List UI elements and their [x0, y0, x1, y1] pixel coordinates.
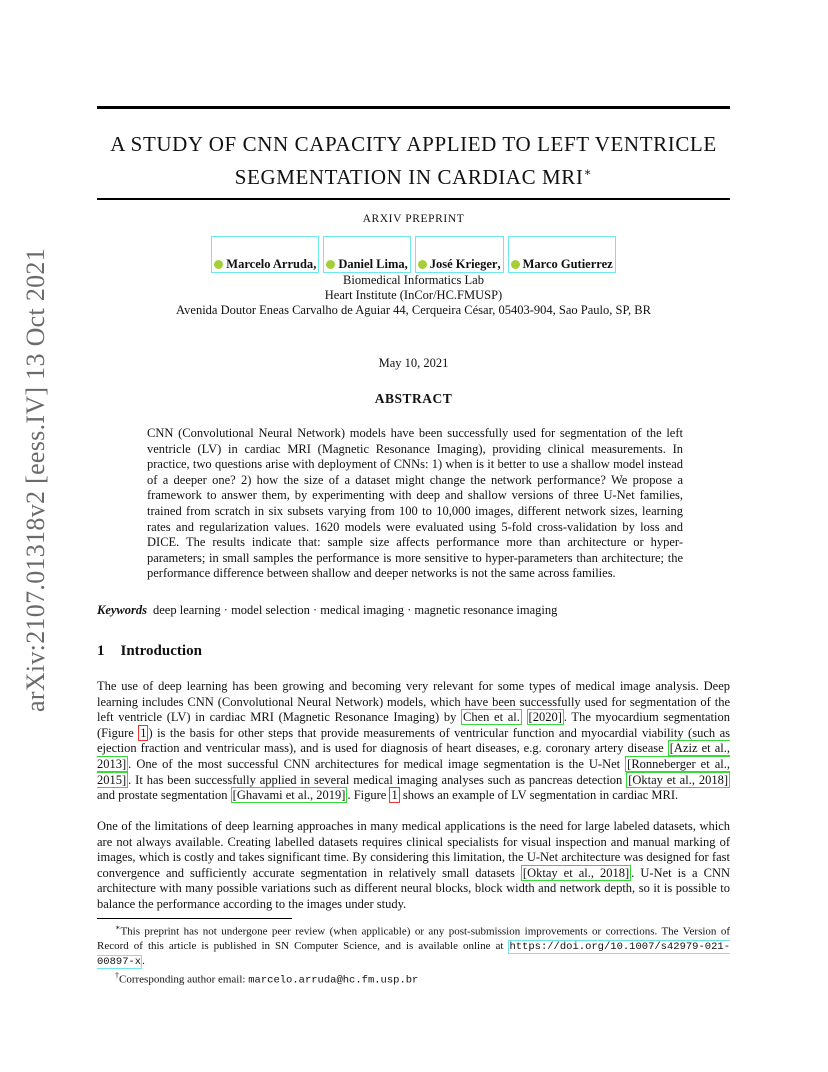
- keywords: [97, 603, 730, 618]
- author-link[interactable]: Marcelo Arruda ,: [211, 236, 319, 273]
- title-line-2: SEGMENTATION IN CARDIAC MRI∗: [234, 165, 593, 189]
- section-heading: [97, 643, 202, 660]
- author-link[interactable]: Marco Gutierrez: [508, 236, 616, 273]
- publication-date: May 10, 2021: [378, 356, 449, 370]
- author-email: marcelo.arruda@hc.fm.usp.br: [248, 974, 419, 987]
- title-bottom-rule: [97, 198, 730, 200]
- citation-link[interactable]: [Ghavami et al., 2019]: [232, 788, 346, 803]
- keywords-label: Keywords: [97, 603, 147, 617]
- footnote-2: †Corresponding author email: marcelo.arruda@hc.fm.usp.br: [115, 970, 419, 987]
- orcid-icon[interactable]: [326, 260, 335, 269]
- title-line-1: A STUDY OF CNN CAPACITY APPLIED TO LEFT VENTRICLE: [110, 132, 717, 156]
- doi-link[interactable]: https://doi.org/10.1007/s42979-021-00897-x: [97, 940, 730, 968]
- title-footnote-mark[interactable]: ∗: [583, 165, 593, 179]
- section-title: Introduction: [120, 643, 202, 659]
- citation-link[interactable]: [Aziz et al., 2013]: [97, 741, 730, 771]
- affiliation-address: Avenida Doutor Eneas Carvalho de Aguiar 44, Cerqueira César, 05403-904, Sao Paulo, SP, BR: [176, 303, 651, 317]
- orcid-icon[interactable]: [511, 260, 520, 269]
- figure-ref-link[interactable]: 1: [391, 788, 398, 803]
- citation-link[interactable]: [Oktay et al., 2018]: [628, 772, 729, 787]
- preprint-label: ARXIV PREPRINT: [362, 213, 465, 225]
- abstract-heading: ABSTRACT: [374, 391, 453, 406]
- author-block: [97, 236, 730, 318]
- citation-link[interactable]: [Ronneberger et al., 2015]: [97, 756, 730, 787]
- section-number: 1: [97, 643, 105, 659]
- citation-link[interactable]: [Oktay et al., 2018]: [522, 865, 630, 880]
- intro-paragraph-1: The use of deep learning has been growing and becoming very relevant for some types of medical image analysis. Deep learning includes CNN (Convolutional Neural Network) models, which have been successfully used for segmentation of the left ventricle (LV) in cardiac MRI (Magnetic Resonance Imaging) by Chen et al. [2020] . The myocardium segmentation (Figure 1 ) is the basis for other steps that provide measurements of ventricular function and myocardial viability (such as ejection fraction and ventricular mass), and is used for diagnosis of heart diseases, e.g. coronary artery disease [Aziz et al., 2013] . One of the most successful CNN architectures for medical image segmentation is the U-Net [Ronneberger et al., 2015] . It has been successfully applied in several medical imaging analyses such as pancreas detection [Oktay et al., 2018] and prostate segmentation [Ghavami et al., 2019] . Figure 1 shows an example of LV segmentation in cardiac MRI.: [97, 679, 730, 803]
- footnote-rule: [97, 918, 292, 919]
- footnotes: [97, 921, 730, 987]
- affiliation-institute: Heart Institute (InCor/HC.FMUSP): [324, 288, 503, 302]
- orcid-icon[interactable]: [214, 260, 223, 269]
- citation-link[interactable]: [2020]: [528, 710, 562, 725]
- footnote-1: ∗This preprint has not undergone peer review (when applicable) or any post-submission improvements or corrections. The Version of Record of this article is published in SN Computer Science, and is available online at https://doi.org/10.1007/s42979-021-00897-x.: [97, 923, 730, 968]
- author-link[interactable]: José Krieger ,: [415, 236, 504, 273]
- affiliation-lab: Biomedical Informatics Lab: [343, 273, 484, 287]
- citation-link[interactable]: Chen et al.: [463, 710, 520, 725]
- paper-title: [97, 130, 730, 191]
- intro-paragraph-2: One of the limitations of deep learning approaches in many medical applications is the need for large labeled datasets, which are not always available. Creating labelled datasets requires clinical specialists for visual inspection and manual marking of images, which is costly and takes significant time. By considering this limitation, the U-Net architecture was designed for fast convergence and sufficiently accurate segmentation in relatively small datasets [Oktay et al., 2018] . U-Net is a CNN architecture with many possible variations such as different neural blocks, block width and network depth, so it is possible to balance the performance according to the images under study.: [97, 819, 731, 911]
- keywords-text: deep learning · model selection · medical imaging · magnetic resonance imaging: [153, 603, 558, 617]
- arxiv-identifier: arXiv:2107.01318v2 [eess.IV] 13 Oct 2021: [21, 247, 50, 713]
- author-list: [97, 236, 730, 273]
- abstract-text: CNN (Convolutional Neural Network) models have been successfully used for segmentation of the left ventricle (LV) in cardiac MRI (Magnetic Resonance Imaging), providing clinical measurements. In practice, two questions arise with deployment of CNNs: 1) when is it better to use a shallow model instead of a deeper one? 2) how the size of a dataset might change the network performance? We propose a framework to answer them, by experimenting with deep and shallow versions of three U-Net families, trained from scratch in six subsets varying from 100 to 10,000 images, different network sizes, learning rates and regularization values. 1620 models were evaluated using 5-fold cross-validation by loss and DICE. The results indicate that: sample size affects performance more than architecture or hyper-parameters; in small samples the performance is more sensitive to hyper-parameters than architecture; the performance difference between shallow and deeper networks is not the same across families.: [147, 426, 683, 581]
- figure-ref-link[interactable]: 1: [140, 725, 147, 740]
- orcid-icon[interactable]: [418, 260, 427, 269]
- author-link[interactable]: Daniel Lima ,: [323, 236, 410, 273]
- title-top-rule: [97, 106, 730, 109]
- arxiv-sidebar: [16, 247, 56, 713]
